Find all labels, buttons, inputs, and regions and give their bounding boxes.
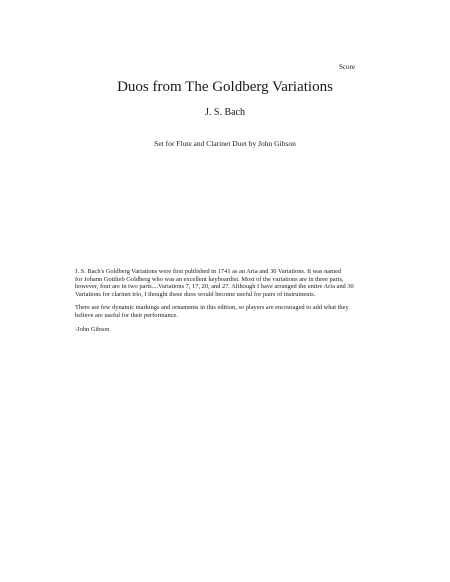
preface-paragraph-performance bbox=[75, 304, 385, 319]
preface-line: There are few dynamic markings and ornaments in this edition, so players are encouraged to add what they bbox=[75, 304, 349, 312]
preface-paragraph-history bbox=[75, 268, 385, 298]
preface-line: for Johann Gottlieb Goldberg who was an excellent keyboardist. Most of the variations are in three parts, bbox=[75, 275, 344, 283]
composer-name: J. S. Bach bbox=[205, 107, 245, 118]
preface-line: J. S. Bach's Goldberg Variations were first published in 1741 as an Aria and 30 Variations. It was named bbox=[75, 268, 342, 275]
page-title: Duos from The Goldberg Variations bbox=[117, 79, 333, 95]
preface-line: Variations for clarinet trio, I thought these duos would become useful for pairs of instruments. bbox=[75, 290, 316, 298]
preface-signature: -John Gibson bbox=[75, 325, 110, 333]
score-label: Score bbox=[339, 63, 355, 71]
preface-notes bbox=[75, 268, 385, 333]
preface-line: however, four are in two parts....Variations 7, 17, 20, and 27. Although I have arranged the entire Aria and 30 bbox=[75, 283, 354, 291]
preface-line: believe are useful for their performance. bbox=[75, 311, 178, 319]
arrangement-credit: Set for Flute and Clarinet Duet by John Gibson bbox=[154, 139, 296, 148]
